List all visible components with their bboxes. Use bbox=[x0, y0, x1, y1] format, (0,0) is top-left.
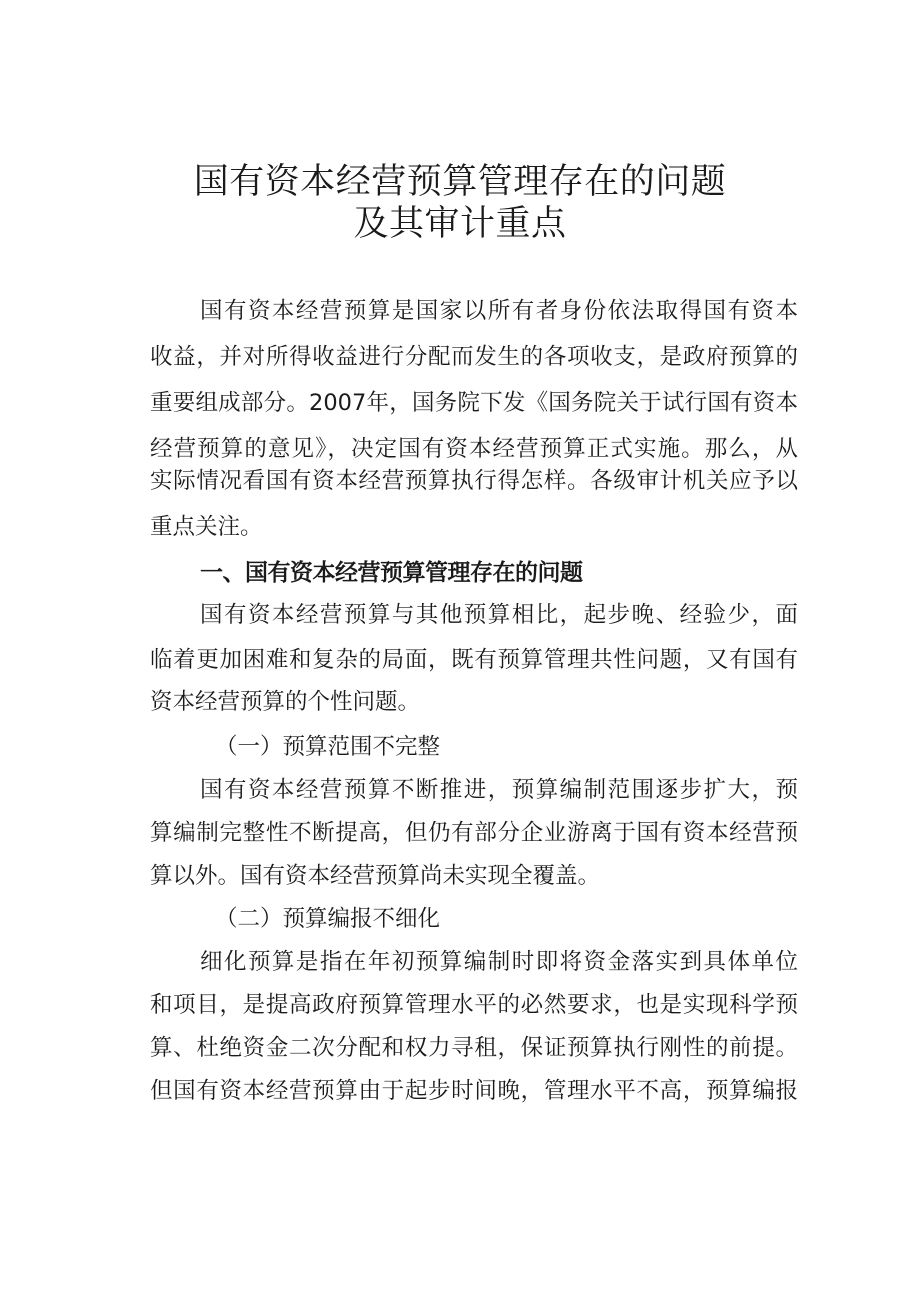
section-1-line-3: 资本经营预算的个性问题。 bbox=[150, 689, 421, 715]
intro-line-1: 国有资本经营预算是国家以所有者身份依法取得国有资本 bbox=[200, 298, 798, 324]
subsection-2-line-4: 但国有资本经营预算由于起步时间晚，管理水平不高，预算编报 bbox=[150, 1078, 798, 1104]
section-1-line-1: 国有资本经营预算与其他预算相比，起步晚、经验少，面 bbox=[200, 602, 798, 628]
subsection-1-line-1: 国有资本经营预算不断推进，预算编制范围逐步扩大，预 bbox=[200, 777, 798, 803]
intro-line-4: 经营预算的意见》，决定国有资本经营预算正式实施。那么，从 bbox=[150, 436, 798, 462]
intro-line-3: 重要组成部分。2007年，国务院下发《国务院关于试行国有资本 bbox=[150, 390, 798, 416]
subsection-2-heading: （二）预算编报不细化 bbox=[215, 906, 441, 932]
section-1-line-2: 临着更加困难和复杂的局面，既有预算管理共性问题，又有国有 bbox=[150, 647, 798, 673]
intro-line-5: 实际情况看国有资本经营预算执行得怎样。各级审计机关应予以 bbox=[150, 468, 798, 494]
section-1-heading: 一、国有资本经营预算管理存在的问题 bbox=[200, 560, 583, 586]
subsection-1-line-2: 算编制完整性不断提高，但仍有部分企业游离于国有资本经营预 bbox=[150, 820, 798, 846]
intro-line-6: 重点关注。 bbox=[150, 514, 263, 540]
document-title-line-2: 及其审计重点 bbox=[353, 204, 567, 244]
subsection-2-line-1: 细化预算是指在年初预算编制时即将资金落实到具体单位 bbox=[200, 949, 798, 975]
document-title-line-1: 国有资本经营预算管理存在的问题 bbox=[193, 162, 727, 202]
subsection-2-line-2: 和项目，是提高政府预算管理水平的必然要求，也是实现科学预 bbox=[150, 992, 798, 1018]
subsection-1-heading: （一）预算范围不完整 bbox=[215, 734, 441, 760]
intro-line-2: 收益，并对所得收益进行分配而发生的各项收支，是政府预算的 bbox=[150, 344, 798, 370]
subsection-1-line-3: 算以外。国有资本经营预算尚未实现全覆盖。 bbox=[150, 863, 601, 889]
subsection-2-line-3: 算、杜绝资金二次分配和权力寻租，保证预算执行刚性的前提。 bbox=[150, 1035, 798, 1061]
